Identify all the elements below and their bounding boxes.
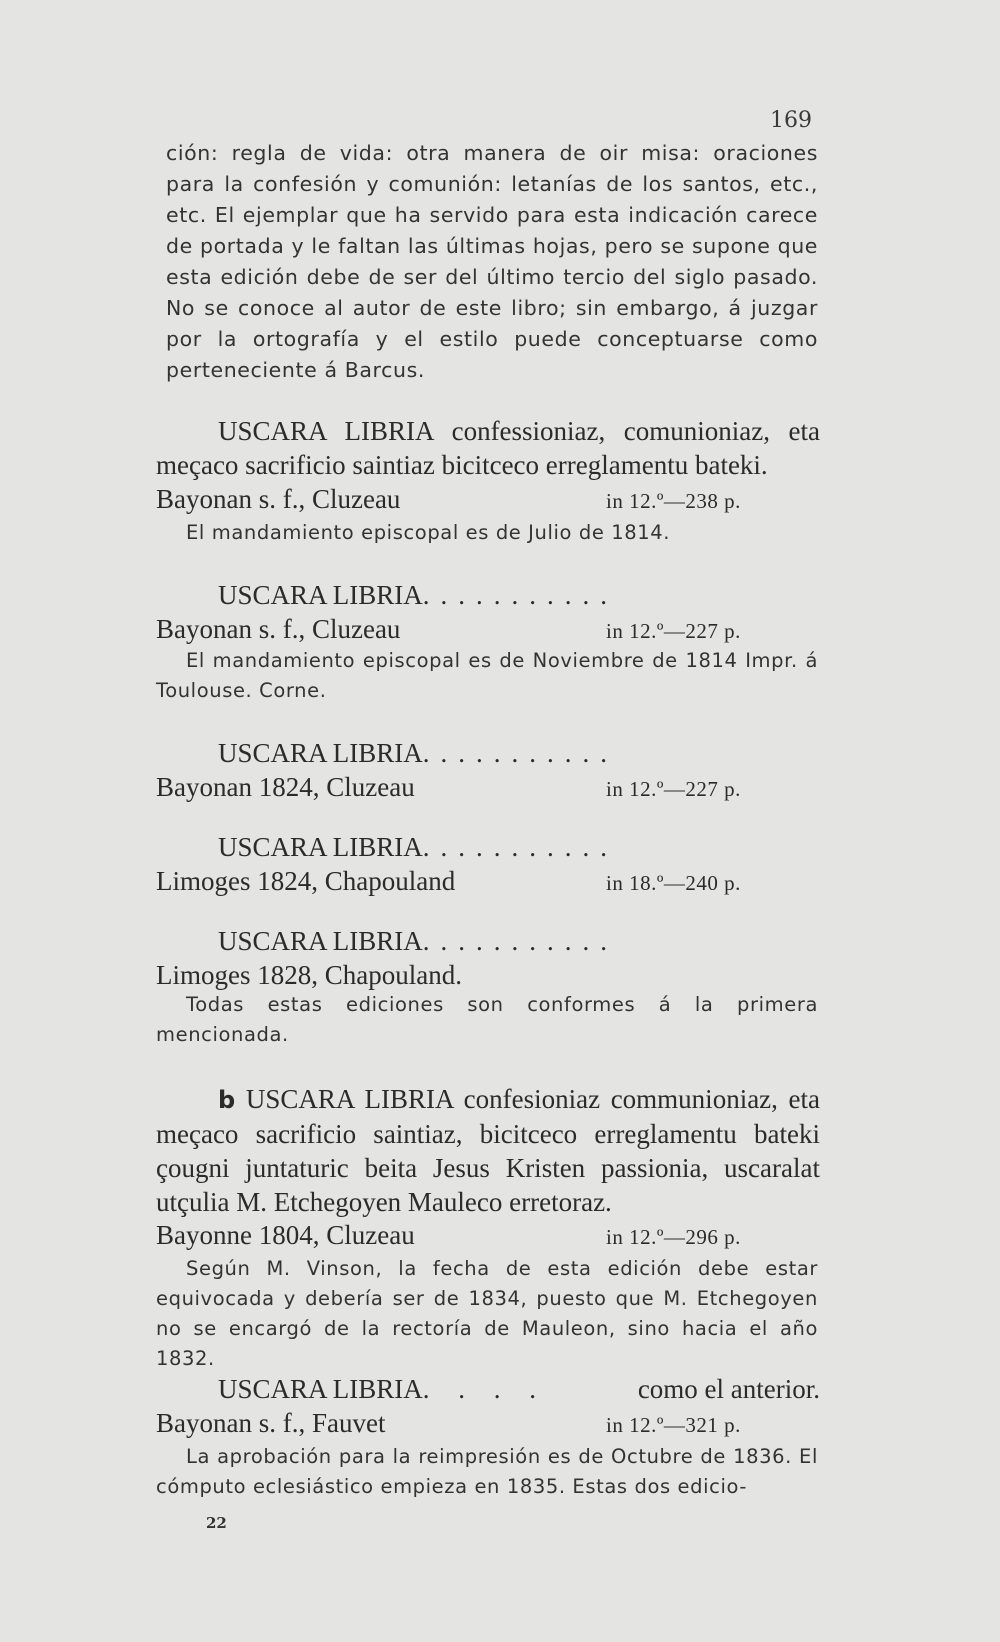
entry-b-marker: b (218, 1086, 236, 1114)
entry-1-imprint: Bayonan s. f., Cluzeau (156, 484, 401, 514)
entry-4-title-text: USCARA LIBRIA (218, 832, 423, 862)
entry-7-imprint: Bayonan s. f., Fauvet (156, 1408, 386, 1438)
entry-b-title (156, 1082, 820, 1219)
entry-4-format: in 18.º—240 p. (606, 871, 741, 895)
entry-3-title-text: USCARA LIBRIA (218, 738, 423, 768)
entry-7-format: in 12.º—321 p. (606, 1413, 741, 1437)
entry-b-title-text: USCARA LIBRIA confesioniaz communioniaz, eta meçaco sacrificio saintiaz, bicitceco erreglamentu bateki çougni juntaturic beita Jesus Kristen passionia, uscaralat utçulia M. Etchegoyen Mauleco erretoraz. (156, 1084, 821, 1217)
entry-3-leader-dots: ........... (422, 738, 619, 768)
entry-b-format: in 12.º—296 p. (606, 1225, 741, 1249)
entry-1-imprint-line (156, 482, 766, 516)
entry-7-note: La aprobación para la reimpresión es de Octubre de 1836. El cómputo eclesiástico empieza en 1835. Estas dos edicio- (156, 1445, 818, 1498)
entry-7-leader-dots: . . . . (422, 1374, 548, 1404)
entry-2-imprint-line (156, 612, 766, 646)
entry-b-imprint: Bayonne 1804, Cluzeau (156, 1220, 415, 1250)
page-number: 169 (770, 108, 812, 133)
entry-1-title (156, 414, 820, 482)
entry-5-imprint: Limoges 1828, Chapouland. (156, 960, 462, 990)
entry-7-title-suffix: como el anterior. (637, 1374, 820, 1404)
entry-4-imprint-line (156, 864, 766, 898)
entry-4-imprint: Limoges 1824, Chapouland (156, 866, 456, 896)
entry-2-imprint: Bayonan s. f., Cluzeau (156, 614, 401, 644)
entry-2-note: El mandamiento episcopal es de Noviembre de 1814 Impr. á Toulouse. Corne. (156, 649, 818, 702)
entry-3-format: in 12.º—227 p. (606, 777, 741, 801)
entry-7-title (156, 1372, 820, 1406)
entry-2-format: in 12.º—227 p. (606, 619, 741, 643)
entry-2-title (156, 578, 820, 612)
entry-b-note: Según M. Vinson, la fecha de esta edición debe estar equivocada y debería ser de 1834, puesto que M. Etchegoyen no se encargó de la rectoría de Mauleon, sino hacia el año 1832. (156, 1257, 818, 1370)
entry-1-title-text: USCARA LIBRIA confessioniaz, comunioniaz, eta meçaco sacrificio saintiaz bicitceco erreglamentu bateki. (156, 416, 820, 480)
entry-2-title-text: USCARA LIBRIA (218, 580, 423, 610)
entry-3-title (156, 736, 820, 770)
entry-7-imprint-line (156, 1406, 766, 1440)
entry-5-title (156, 924, 820, 958)
entry-5-title-text: USCARA LIBRIA (218, 926, 423, 956)
entry-3-imprint-line (156, 770, 766, 804)
entry-b-imprint-line (156, 1218, 766, 1252)
entry-5-leader-dots: ........... (422, 926, 619, 956)
entry-4-title (156, 830, 820, 864)
entry-7-title-text: USCARA LIBRIA (218, 1374, 423, 1404)
entry-2-leader-dots: ........... (422, 580, 619, 610)
entry-3-imprint: Bayonan 1824, Cluzeau (156, 772, 415, 802)
entry-1-format: in 12.º—238 p. (606, 489, 741, 513)
intro-paragraph: ción: regla de vida: otra manera de oir misa: oraciones para la confesión y comunión: letanías de los santos, etc., etc. El ejemplar que ha servido para esta indicación carece de portada y le faltan las últimas hojas, pero se supone que esta edición debe de ser del último tercio del siglo pasado. No se conoce al autor de este libro; sin embargo, á juzgar por la ortografía y el estilo puede conceptuarse como perteneciente á Barcus. (166, 141, 818, 382)
entry-1-note: El mandamiento episcopal es de Julio de 1814. (186, 521, 671, 544)
entry-5-note: Todas estas ediciones son conformes á la primera mencionada. (156, 993, 818, 1046)
signature-mark: 22 (206, 1514, 227, 1532)
entry-4-leader-dots: ........... (422, 832, 619, 862)
entry-5-imprint-line (156, 958, 766, 992)
